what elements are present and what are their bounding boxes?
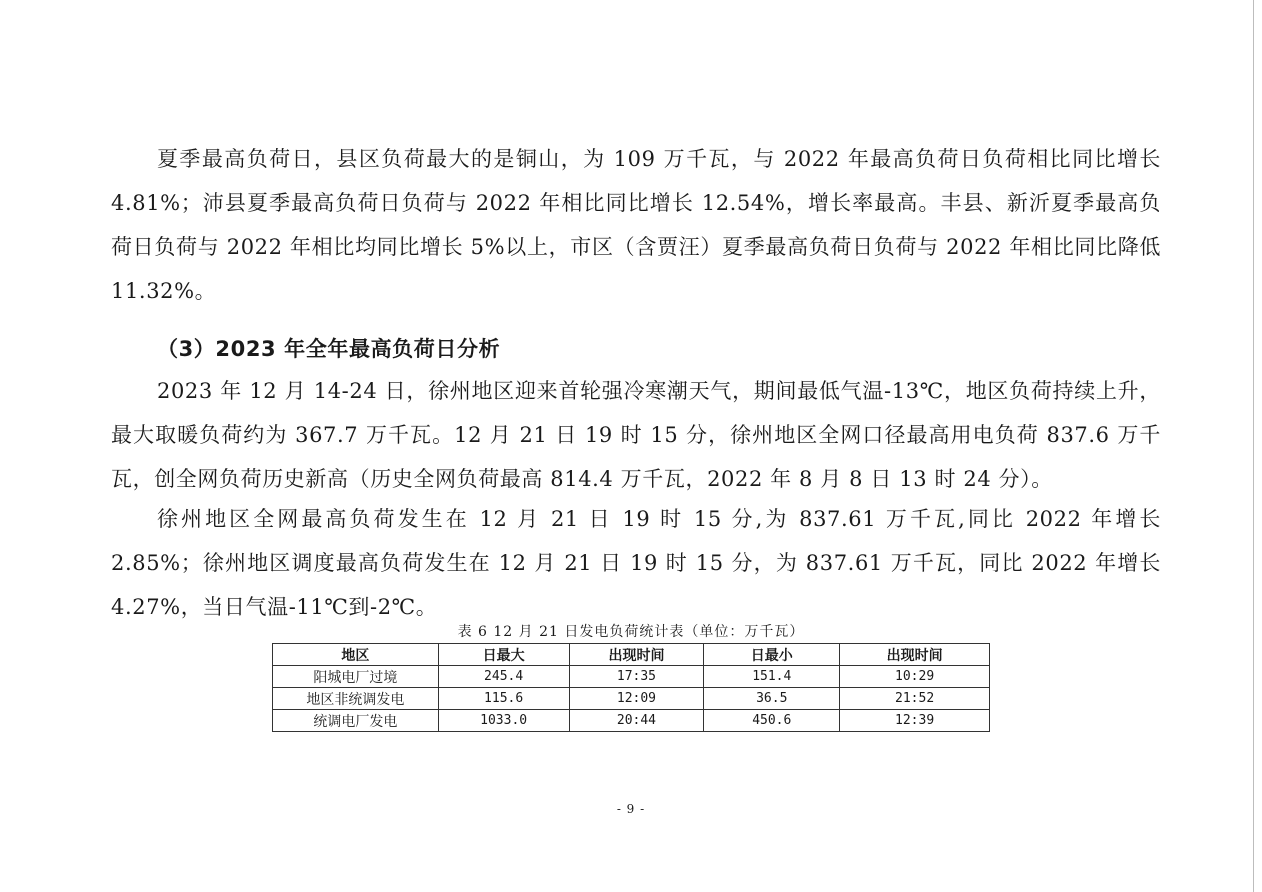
cell-region: 阳城电厂过境 — [273, 666, 439, 688]
cell-min-time: 12:39 — [840, 710, 990, 732]
cell-daily-max: 1033.0 — [438, 710, 569, 732]
cell-region: 统调电厂发电 — [273, 710, 439, 732]
cell-max-time: 12:09 — [569, 688, 704, 710]
col-header-region: 地区 — [273, 644, 439, 666]
generation-load-table — [272, 643, 990, 732]
paragraph-winter-peak: 2023 年 12 月 14-24 日，徐州地区迎来首轮强冷寒潮天气，期间最低气温-13℃，地区负荷持续上升，最大取暖负荷约为 367.7 万千瓦。12 月 21 日 19 时 15 分，徐州地区全网口径最高用电负荷 837.6 万千瓦，创全网负荷历史新高（历史全网负荷最高 814.4 万千瓦，2022 年 8 月 8 日 13 时 24 分）。 — [111, 379, 1161, 491]
section-heading: （3）2023 年全年最高负荷日分析 — [157, 337, 501, 361]
paragraph-summer-peak: 夏季最高负荷日，县区负荷最大的是铜山，为 109 万千瓦，与 2022 年最高负荷日负荷相比同比增长 4.81%；沛县夏季最高负荷日负荷与 2022 年相比同比增长 12.54%，增长率最高。丰县、新沂夏季最高负荷日负荷与 2022 年相比均同比增长 5%以上，市区（含贾汪）夏季最高负荷日负荷与 2022 年相比同比降低 11.32%。 — [111, 147, 1161, 303]
page-edge — [1253, 0, 1254, 892]
cell-daily-min: 151.4 — [704, 666, 840, 688]
cell-daily-min: 36.5 — [704, 688, 840, 710]
col-header-min-time: 出现时间 — [840, 644, 990, 666]
cell-max-time: 17:35 — [569, 666, 704, 688]
cell-daily-min: 450.6 — [704, 710, 840, 732]
table-header-row — [273, 644, 990, 666]
col-header-daily-min: 日最小 — [704, 644, 840, 666]
cell-max-time: 20:44 — [569, 710, 704, 732]
table-caption: 表 6 12 月 21 日发电负荷统计表（单位：万千瓦） — [457, 624, 805, 640]
cell-daily-max: 245.4 — [438, 666, 569, 688]
table-row — [273, 688, 990, 710]
cell-min-time: 21:52 — [840, 688, 990, 710]
table-row — [273, 710, 990, 732]
cell-region: 地区非统调发电 — [273, 688, 439, 710]
paragraph-peak-details: 徐州地区全网最高负荷发生在 12 月 21 日 19 时 15 分,为 837.61 万千瓦,同比 2022 年增长 2.85%；徐州地区调度最高负荷发生在 12 月 21 日 19 时 15 分，为 837.61 万千瓦，同比 2022 年增长 4.27%，当日气温-11℃到-2℃。 — [111, 507, 1161, 619]
cell-daily-max: 115.6 — [438, 688, 569, 710]
col-header-daily-max: 日最大 — [438, 644, 569, 666]
table-row — [273, 666, 990, 688]
page-number: - 9 - — [616, 802, 646, 816]
cell-min-time: 10:29 — [840, 666, 990, 688]
col-header-max-time: 出现时间 — [569, 644, 704, 666]
